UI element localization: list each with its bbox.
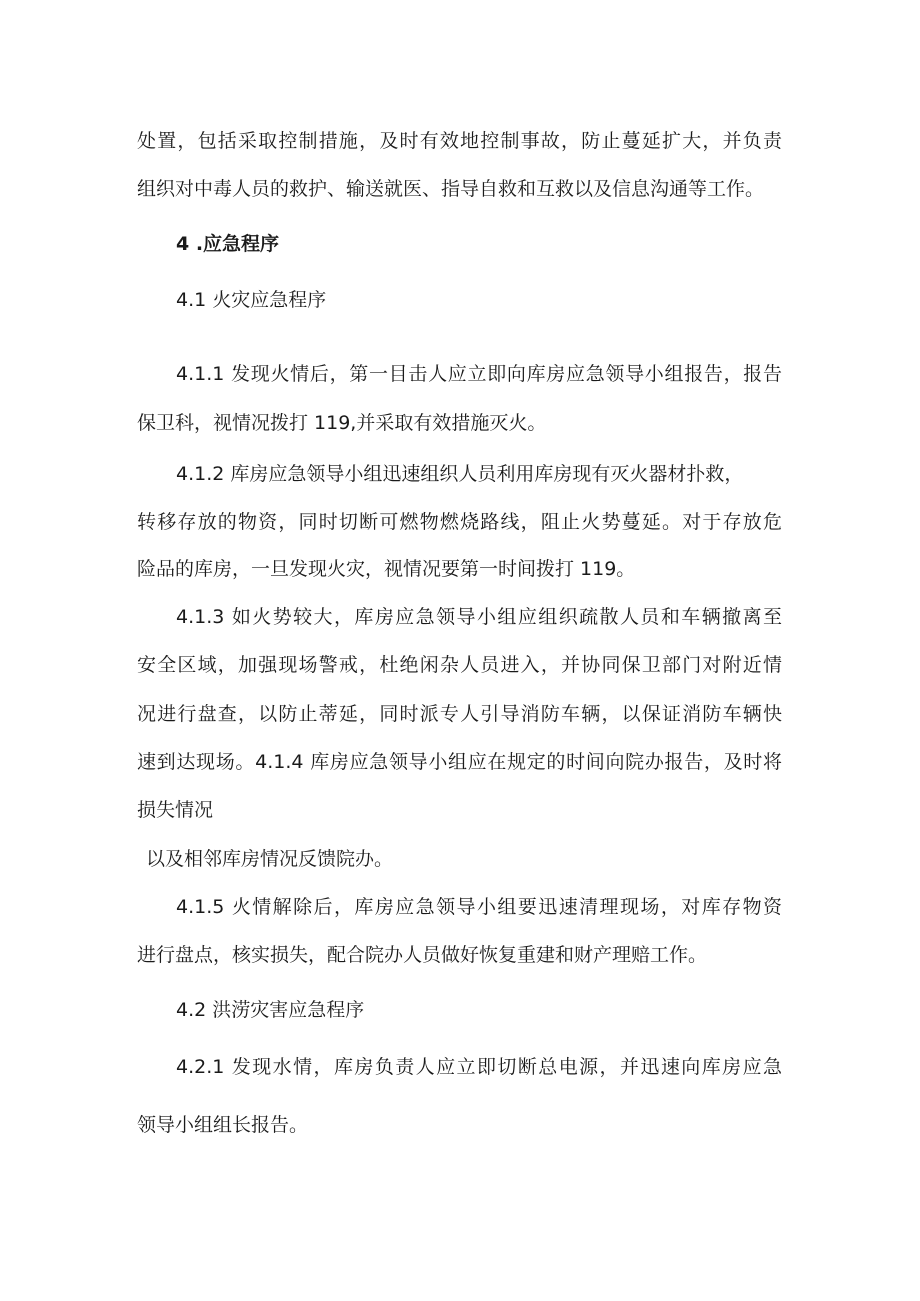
- paragraph-line: 4.2.1 发现水情，库房负责人应立即切断总电源，并迅速向库房应急: [176, 1056, 782, 1078]
- paragraph-line: 进行盘点，核实损失，配合院办人员做好恢复重建和财产理赔工作。: [137, 944, 708, 966]
- subsection-heading: 4.1 火灾应急程序: [176, 289, 327, 311]
- paragraph-line: 以及相邻库房情况反馈院办。: [146, 848, 394, 870]
- paragraph-line: 4.1.3 如火势较大，库房应急领导小组应组织疏散人员和车辆撤离至: [176, 606, 782, 628]
- paragraph-line: 损失情况: [137, 799, 214, 821]
- paragraph-line: 4.1.1 发现火情后，第一目击人应立即向库房应急领导小组报告，报告: [176, 363, 782, 385]
- paragraph-line: 处置，包括采取控制措施，及时有效地控制事故，防止蔓延扩大，并负责: [137, 130, 782, 152]
- paragraph-line: 况进行盘查，以防止蒂延，同时派专人引导消防车辆，以保证消防车辆快: [137, 703, 782, 725]
- paragraph-line: 组织对中毒人员的救护、输送就医、指导自救和互救以及信息沟通等工作。: [137, 178, 765, 200]
- paragraph-line: 4.1.2 库房应急领导小组迅速组织人员利用库房现有灭火器材扑救，: [176, 463, 744, 485]
- subsection-heading: 4.2 洪涝灾害应急程序: [176, 999, 365, 1021]
- paragraph-line: 速到达现场。4.1.4 库房应急领导小组应在规定的时间向院办报告，及时将: [137, 751, 782, 773]
- paragraph-line: 领导小组组长报告。: [137, 1114, 309, 1136]
- section-heading: 4 .应急程序: [176, 233, 280, 255]
- paragraph-line: 险品的库房，一旦发现火灾，视情况要第一时间拨打 119。: [137, 558, 636, 580]
- paragraph-line: 转移存放的物资，同时切断可燃物燃烧路线，阻止火势蔓延。对于存放危: [137, 511, 782, 533]
- paragraph-line: 安全区域，加强现场警戒，杜绝闲杂人员进入，并协同保卫部门对附近情: [137, 654, 782, 676]
- paragraph-line: 保卫科，视情况拨打 119,并采取有效措施灭火。: [137, 412, 547, 434]
- paragraph-line: 4.1.5 火情解除后，库房应急领导小组要迅速清理现场，对库存物资: [176, 896, 782, 918]
